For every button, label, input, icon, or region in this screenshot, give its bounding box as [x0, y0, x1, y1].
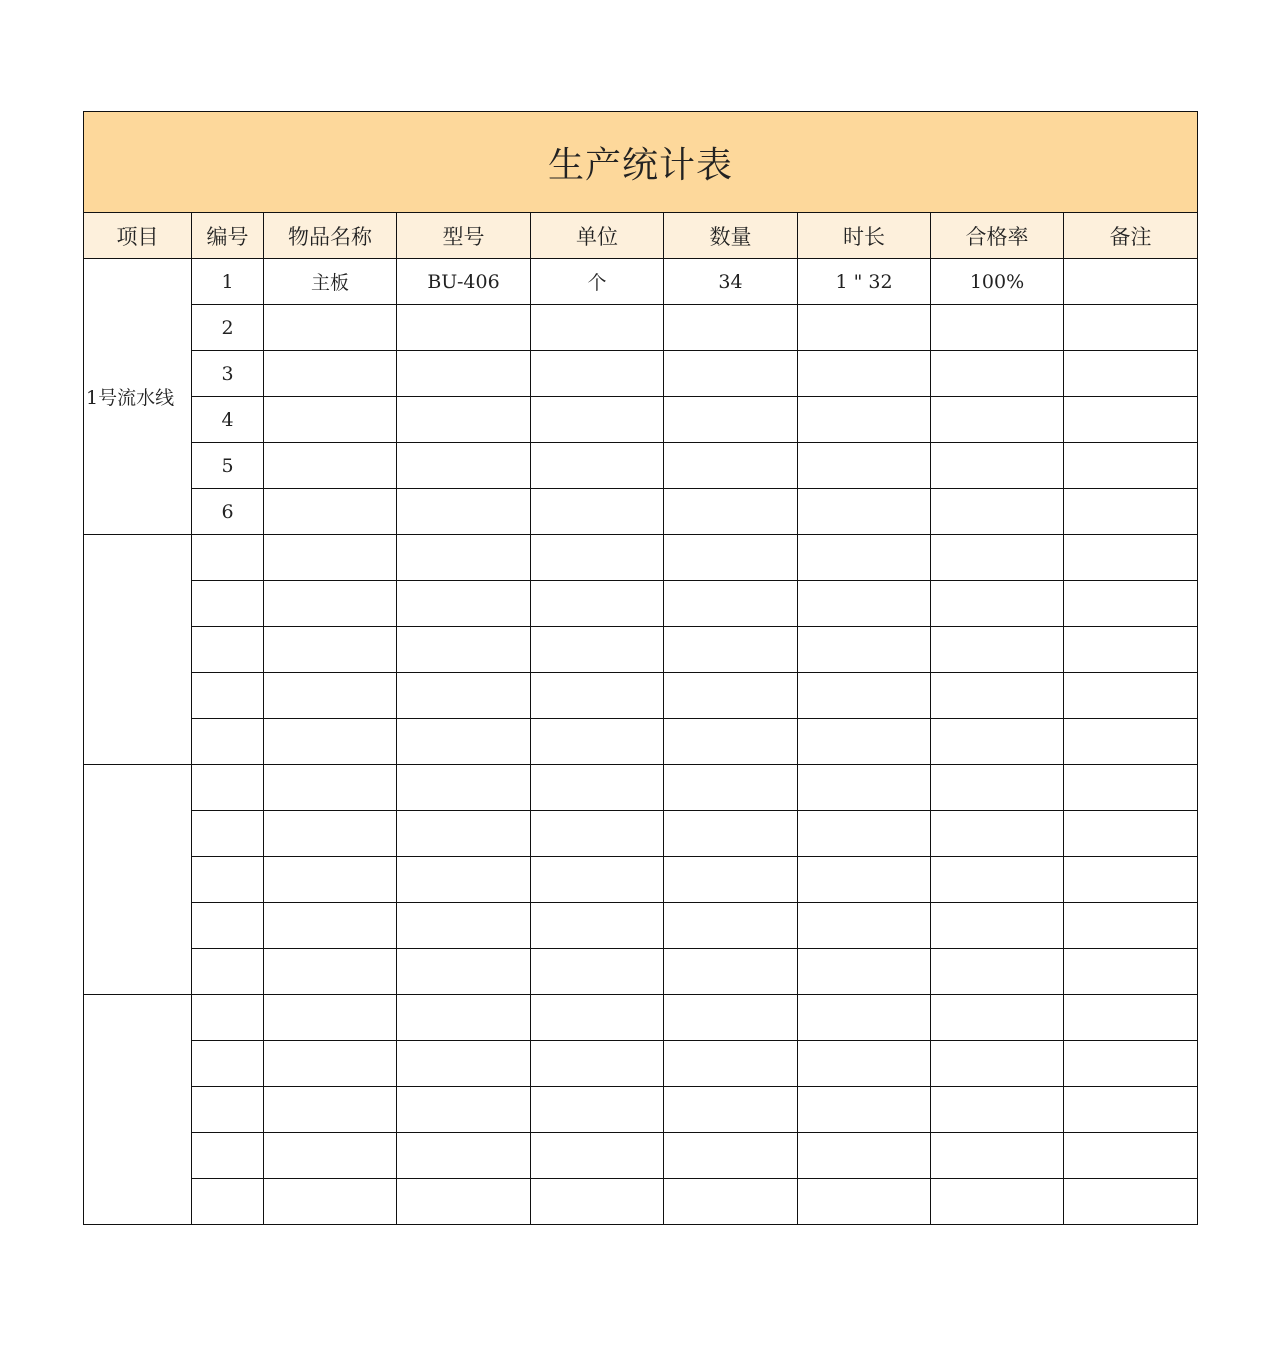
note-cell[interactable] — [1064, 1041, 1198, 1087]
pass-rate-cell[interactable] — [931, 765, 1064, 811]
table-row — [84, 1087, 1198, 1133]
row-number[interactable] — [192, 1041, 264, 1087]
item-name-cell[interactable] — [264, 903, 397, 949]
row-number[interactable] — [192, 673, 264, 719]
pass-rate-cell[interactable] — [931, 443, 1064, 489]
duration-cell[interactable] — [798, 949, 931, 995]
model-cell[interactable] — [397, 903, 531, 949]
model-cell[interactable] — [397, 949, 531, 995]
pass-rate-cell[interactable] — [931, 351, 1064, 397]
row-number[interactable]: 6 — [192, 489, 264, 535]
duration-cell[interactable] — [798, 673, 931, 719]
header-item-name: 物品名称 — [264, 213, 397, 259]
header-note: 备注 — [1064, 213, 1198, 259]
table-row — [84, 765, 1198, 811]
duration-cell[interactable] — [798, 1133, 931, 1179]
duration-cell[interactable] — [798, 719, 931, 765]
table-row — [84, 995, 1198, 1041]
table-row — [84, 259, 1198, 305]
item-name-cell[interactable] — [264, 765, 397, 811]
duration-cell[interactable] — [798, 903, 931, 949]
unit-cell[interactable] — [531, 351, 664, 397]
row-number[interactable] — [192, 811, 264, 857]
model-cell[interactable] — [397, 351, 531, 397]
table-row — [84, 351, 1198, 397]
table-row — [84, 627, 1198, 673]
item-name-cell[interactable] — [264, 1133, 397, 1179]
model-cell[interactable] — [397, 1087, 531, 1133]
model-cell[interactable] — [397, 627, 531, 673]
row-number[interactable] — [192, 627, 264, 673]
pass-rate-cell[interactable] — [931, 857, 1064, 903]
pass-rate-cell[interactable] — [931, 995, 1064, 1041]
note-cell[interactable] — [1064, 535, 1198, 581]
unit-cell[interactable] — [531, 443, 664, 489]
quantity-cell[interactable]: 34 — [664, 259, 798, 305]
pass-rate-cell[interactable] — [931, 397, 1064, 443]
header-model: 型号 — [397, 213, 531, 259]
unit-cell[interactable] — [531, 949, 664, 995]
duration-cell[interactable] — [798, 627, 931, 673]
duration-cell[interactable] — [798, 1087, 931, 1133]
model-cell[interactable] — [397, 1041, 531, 1087]
model-cell[interactable] — [397, 1133, 531, 1179]
model-cell[interactable] — [397, 581, 531, 627]
row-number[interactable] — [192, 903, 264, 949]
unit-cell[interactable] — [531, 1179, 664, 1225]
duration-cell[interactable] — [798, 305, 931, 351]
pass-rate-cell[interactable] — [931, 535, 1064, 581]
item-name-cell[interactable] — [264, 719, 397, 765]
note-cell[interactable] — [1064, 719, 1198, 765]
unit-cell[interactable] — [531, 627, 664, 673]
model-cell[interactable] — [397, 719, 531, 765]
model-cell[interactable] — [397, 811, 531, 857]
duration-cell[interactable] — [798, 1041, 931, 1087]
unit-cell[interactable] — [531, 489, 664, 535]
item-name-cell[interactable] — [264, 1179, 397, 1225]
unit-cell[interactable] — [531, 305, 664, 351]
note-cell[interactable] — [1064, 259, 1198, 305]
model-cell[interactable] — [397, 995, 531, 1041]
row-number[interactable] — [192, 765, 264, 811]
item-name-cell[interactable] — [264, 949, 397, 995]
duration-cell[interactable] — [798, 535, 931, 581]
pass-rate-cell[interactable] — [931, 305, 1064, 351]
pass-rate-cell[interactable]: 100% — [931, 259, 1064, 305]
duration-cell[interactable] — [798, 765, 931, 811]
unit-cell[interactable] — [531, 1087, 664, 1133]
model-cell[interactable] — [397, 1179, 531, 1225]
quantity-cell[interactable] — [664, 535, 798, 581]
table-row — [84, 719, 1198, 765]
duration-cell[interactable] — [798, 443, 931, 489]
quantity-cell[interactable] — [664, 397, 798, 443]
row-number[interactable] — [192, 949, 264, 995]
row-number[interactable] — [192, 719, 264, 765]
quantity-cell[interactable] — [664, 857, 798, 903]
note-cell[interactable] — [1064, 673, 1198, 719]
note-cell[interactable] — [1064, 581, 1198, 627]
quantity-cell[interactable] — [664, 1041, 798, 1087]
duration-cell[interactable] — [798, 581, 931, 627]
quantity-cell[interactable] — [664, 305, 798, 351]
model-cell[interactable] — [397, 305, 531, 351]
item-name-cell[interactable] — [264, 857, 397, 903]
duration-cell[interactable] — [798, 995, 931, 1041]
duration-cell[interactable] — [798, 397, 931, 443]
note-cell[interactable] — [1064, 903, 1198, 949]
quantity-cell[interactable] — [664, 581, 798, 627]
row-number[interactable]: 2 — [192, 305, 264, 351]
note-cell[interactable] — [1064, 397, 1198, 443]
note-cell[interactable] — [1064, 857, 1198, 903]
row-number[interactable] — [192, 1133, 264, 1179]
quantity-cell[interactable] — [664, 443, 798, 489]
group-label-cell[interactable] — [84, 765, 192, 995]
note-cell[interactable] — [1064, 995, 1198, 1041]
header-item: 项目 — [84, 213, 192, 259]
quantity-cell[interactable] — [664, 1179, 798, 1225]
header-unit: 单位 — [531, 213, 664, 259]
table-row — [84, 903, 1198, 949]
pass-rate-cell[interactable] — [931, 1133, 1064, 1179]
quantity-cell[interactable] — [664, 627, 798, 673]
duration-cell[interactable] — [798, 857, 931, 903]
note-cell[interactable] — [1064, 351, 1198, 397]
unit-cell[interactable] — [531, 673, 664, 719]
table-row — [84, 949, 1198, 995]
item-name-cell[interactable] — [264, 627, 397, 673]
note-cell[interactable] — [1064, 1179, 1198, 1225]
pass-rate-cell[interactable] — [931, 903, 1064, 949]
table-row — [84, 1179, 1198, 1225]
item-name-cell[interactable] — [264, 995, 397, 1041]
row-number[interactable] — [192, 1087, 264, 1133]
row-number[interactable]: 1 — [192, 259, 264, 305]
row-number[interactable]: 4 — [192, 397, 264, 443]
table-row — [84, 535, 1198, 581]
note-cell[interactable] — [1064, 811, 1198, 857]
row-number[interactable]: 5 — [192, 443, 264, 489]
item-name-cell[interactable] — [264, 673, 397, 719]
unit-cell[interactable] — [531, 397, 664, 443]
pass-rate-cell[interactable] — [931, 1179, 1064, 1225]
item-name-cell[interactable] — [264, 581, 397, 627]
pass-rate-cell[interactable] — [931, 1087, 1064, 1133]
quantity-cell[interactable] — [664, 903, 798, 949]
quantity-cell[interactable] — [664, 1133, 798, 1179]
note-cell[interactable] — [1064, 489, 1198, 535]
row-number[interactable] — [192, 995, 264, 1041]
table-row — [84, 857, 1198, 903]
quantity-cell[interactable] — [664, 949, 798, 995]
header-quantity: 数量 — [664, 213, 798, 259]
unit-cell[interactable] — [531, 811, 664, 857]
item-name-cell[interactable] — [264, 443, 397, 489]
model-cell[interactable]: BU-406 — [397, 259, 531, 305]
quantity-cell[interactable] — [664, 351, 798, 397]
quantity-cell[interactable] — [664, 1087, 798, 1133]
model-cell[interactable] — [397, 535, 531, 581]
item-name-cell[interactable] — [264, 397, 397, 443]
item-name-cell[interactable] — [264, 1041, 397, 1087]
table-row — [84, 581, 1198, 627]
table-row — [84, 673, 1198, 719]
pass-rate-cell[interactable] — [931, 489, 1064, 535]
row-number[interactable] — [192, 535, 264, 581]
header-pass-rate: 合格率 — [931, 213, 1064, 259]
duration-cell[interactable]: 1 " 32 — [798, 259, 931, 305]
duration-cell[interactable] — [798, 811, 931, 857]
duration-cell[interactable] — [798, 489, 931, 535]
model-cell[interactable] — [397, 397, 531, 443]
item-name-cell[interactable] — [264, 1087, 397, 1133]
quantity-cell[interactable] — [664, 489, 798, 535]
group-label-cell[interactable] — [84, 535, 192, 765]
unit-cell[interactable] — [531, 581, 664, 627]
sheet-title: 生产统计表 — [84, 112, 1198, 213]
pass-rate-cell[interactable] — [931, 811, 1064, 857]
duration-cell[interactable] — [798, 351, 931, 397]
quantity-cell[interactable] — [664, 673, 798, 719]
unit-cell[interactable] — [531, 765, 664, 811]
model-cell[interactable] — [397, 443, 531, 489]
unit-cell[interactable] — [531, 1041, 664, 1087]
pass-rate-cell[interactable] — [931, 719, 1064, 765]
table-row — [84, 443, 1198, 489]
unit-cell[interactable] — [531, 535, 664, 581]
table-row — [84, 811, 1198, 857]
unit-cell[interactable] — [531, 857, 664, 903]
unit-cell[interactable]: 个 — [531, 259, 664, 305]
pass-rate-cell[interactable] — [931, 949, 1064, 995]
table-row — [84, 305, 1198, 351]
note-cell[interactable] — [1064, 627, 1198, 673]
header-number: 编号 — [192, 213, 264, 259]
table-row — [84, 489, 1198, 535]
header-row — [84, 213, 1198, 259]
unit-cell[interactable] — [531, 903, 664, 949]
pass-rate-cell[interactable] — [931, 581, 1064, 627]
quantity-cell[interactable] — [664, 719, 798, 765]
duration-cell[interactable] — [798, 1179, 931, 1225]
model-cell[interactable] — [397, 765, 531, 811]
pass-rate-cell[interactable] — [931, 673, 1064, 719]
unit-cell[interactable] — [531, 1133, 664, 1179]
item-name-cell[interactable]: 主板 — [264, 259, 397, 305]
note-cell[interactable] — [1064, 305, 1198, 351]
row-number[interactable] — [192, 581, 264, 627]
unit-cell[interactable] — [531, 995, 664, 1041]
quantity-cell[interactable] — [664, 995, 798, 1041]
row-number[interactable] — [192, 1179, 264, 1225]
production-stats-table — [83, 111, 1198, 1225]
item-name-cell[interactable] — [264, 535, 397, 581]
row-number[interactable] — [192, 857, 264, 903]
note-cell[interactable] — [1064, 1087, 1198, 1133]
group-label-cell[interactable]: 1号流水线 — [84, 259, 192, 535]
item-name-cell[interactable] — [264, 489, 397, 535]
unit-cell[interactable] — [531, 719, 664, 765]
item-name-cell[interactable] — [264, 811, 397, 857]
table-row — [84, 397, 1198, 443]
model-cell[interactable] — [397, 857, 531, 903]
note-cell[interactable] — [1064, 949, 1198, 995]
item-name-cell[interactable] — [264, 351, 397, 397]
table-row — [84, 1041, 1198, 1087]
pass-rate-cell[interactable] — [931, 1041, 1064, 1087]
item-name-cell[interactable] — [264, 305, 397, 351]
table-row — [84, 1133, 1198, 1179]
group-label-cell[interactable] — [84, 995, 192, 1225]
quantity-cell[interactable] — [664, 811, 798, 857]
pass-rate-cell[interactable] — [931, 627, 1064, 673]
model-cell[interactable] — [397, 673, 531, 719]
note-cell[interactable] — [1064, 765, 1198, 811]
model-cell[interactable] — [397, 489, 531, 535]
note-cell[interactable] — [1064, 443, 1198, 489]
row-number[interactable]: 3 — [192, 351, 264, 397]
quantity-cell[interactable] — [664, 765, 798, 811]
note-cell[interactable] — [1064, 1133, 1198, 1179]
header-duration: 时长 — [798, 213, 931, 259]
